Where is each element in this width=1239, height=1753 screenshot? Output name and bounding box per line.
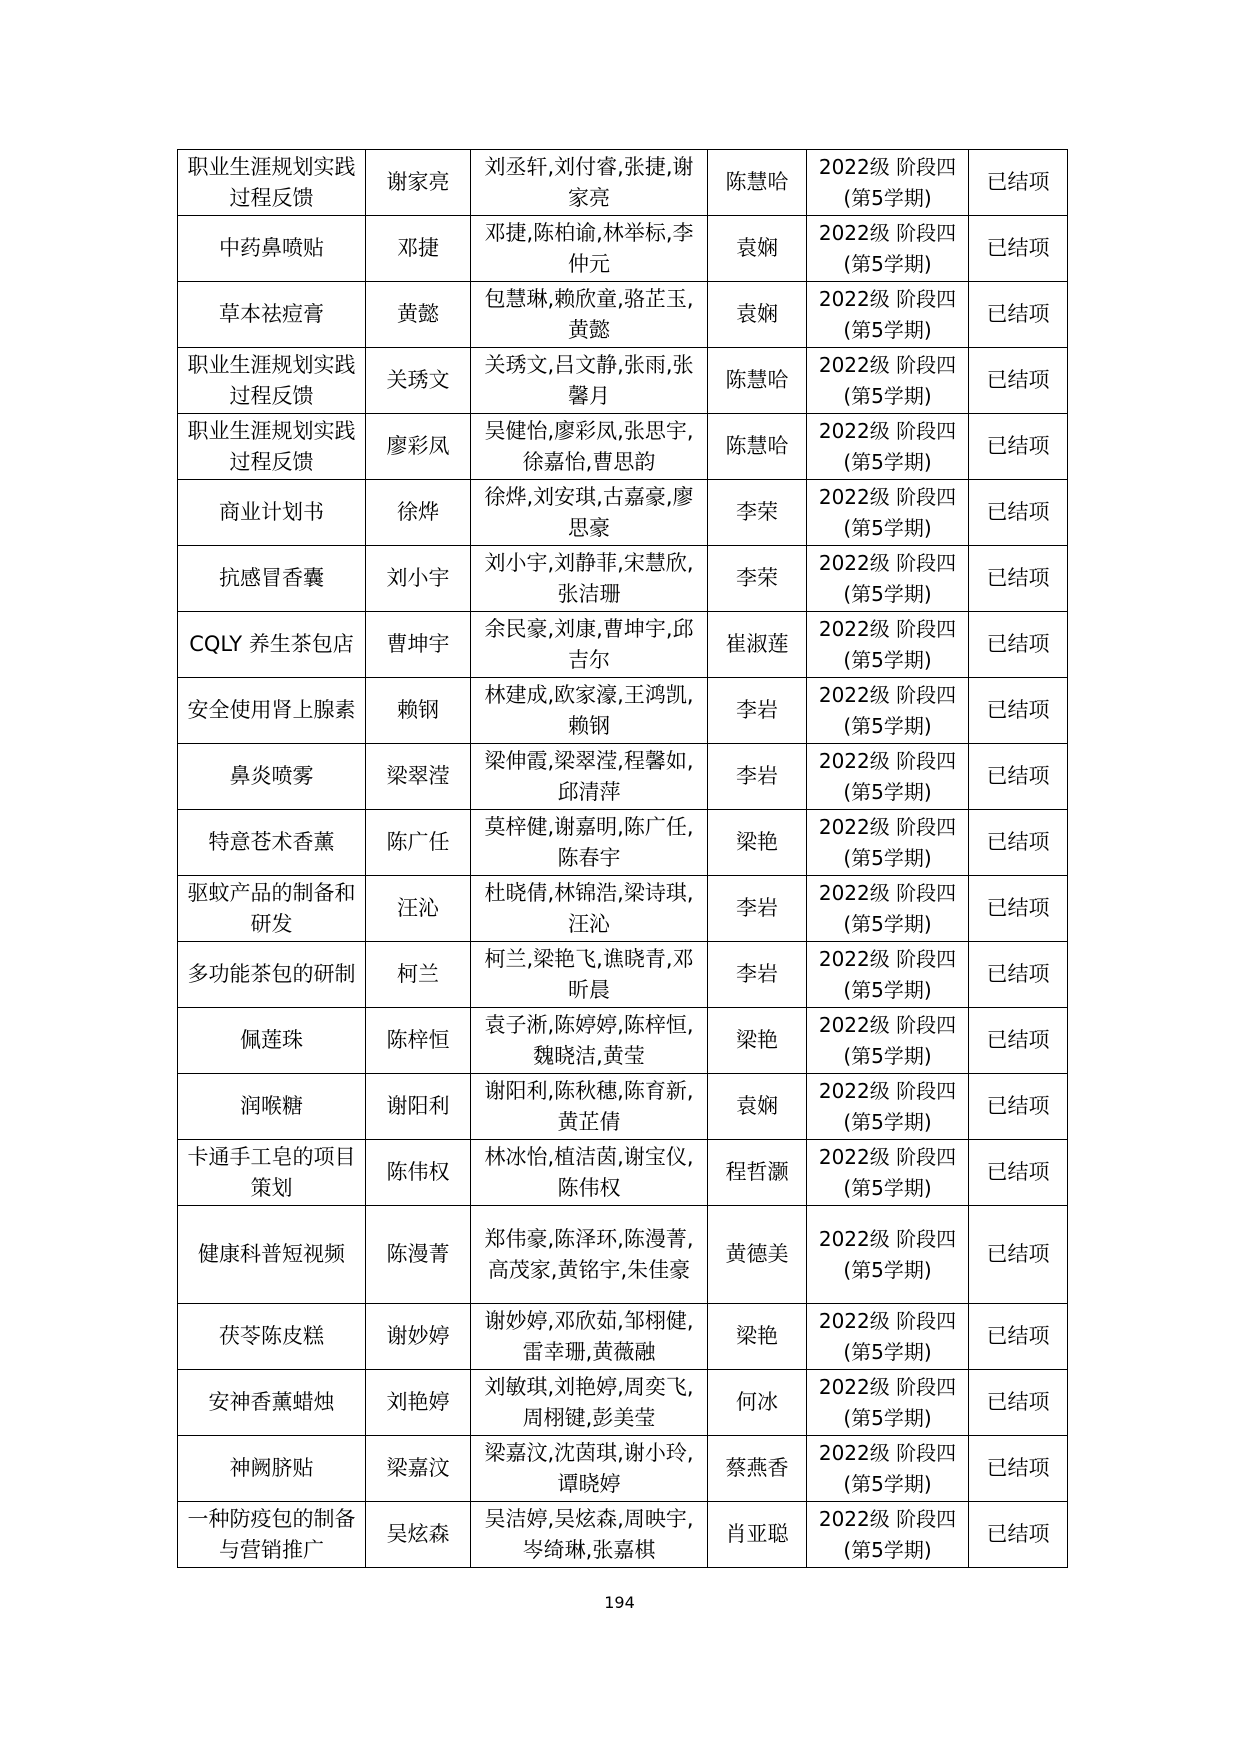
table-row: [178, 348, 1068, 414]
leader-cell: 陈广任: [366, 810, 471, 876]
advisor-cell: 何冰: [708, 1370, 807, 1436]
project-name-cell: 草本祛痘膏: [178, 282, 366, 348]
leader-cell: 刘艳婷: [366, 1370, 471, 1436]
table-row: [178, 1140, 1068, 1206]
status-cell: 已结项: [969, 480, 1068, 546]
term-cell: 2022级 阶段四(第5学期): [807, 1206, 969, 1304]
members-cell: 郑伟豪,陈泽环,陈漫菁,高茂家,黄铭宇,朱佳豪: [471, 1206, 708, 1304]
members-cell: 刘小宇,刘静菲,宋慧欣,张洁珊: [471, 546, 708, 612]
leader-cell: 梁翠滢: [366, 744, 471, 810]
project-name-cell: 安全使用肾上腺素: [178, 678, 366, 744]
project-name-cell: 特意苍术香薰: [178, 810, 366, 876]
term-cell: 2022级 阶段四(第5学期): [807, 612, 969, 678]
status-cell: 已结项: [969, 1436, 1068, 1502]
project-name-cell: 鼻炎喷雾: [178, 744, 366, 810]
members-cell: 林冰怡,植洁茵,谢宝仪,陈伟权: [471, 1140, 708, 1206]
project-name-cell: 商业计划书: [178, 480, 366, 546]
project-name-cell: 佩莲珠: [178, 1008, 366, 1074]
project-name-cell: 健康科普短视频: [178, 1206, 366, 1304]
leader-cell: 梁嘉汶: [366, 1436, 471, 1502]
members-cell: 柯兰,梁艳飞,谯晓青,邓昕晨: [471, 942, 708, 1008]
advisor-cell: 袁娴: [708, 282, 807, 348]
leader-cell: 黄懿: [366, 282, 471, 348]
members-cell: 余民豪,刘康,曹坤宇,邱吉尔: [471, 612, 708, 678]
advisor-cell: 黄德美: [708, 1206, 807, 1304]
status-cell: 已结项: [969, 1008, 1068, 1074]
term-cell: 2022级 阶段四(第5学期): [807, 1074, 969, 1140]
leader-cell: 刘小宇: [366, 546, 471, 612]
status-cell: 已结项: [969, 1206, 1068, 1304]
members-cell: 梁伸霞,梁翠滢,程馨如,邱清萍: [471, 744, 708, 810]
advisor-cell: 程哲灏: [708, 1140, 807, 1206]
advisor-cell: 梁艳: [708, 1008, 807, 1074]
status-cell: 已结项: [969, 282, 1068, 348]
members-cell: 杜晓倩,林锦浩,梁诗琪,汪沁: [471, 876, 708, 942]
status-cell: 已结项: [969, 1370, 1068, 1436]
term-cell: 2022级 阶段四(第5学期): [807, 744, 969, 810]
term-cell: 2022级 阶段四(第5学期): [807, 810, 969, 876]
advisor-cell: 陈慧哈: [708, 348, 807, 414]
term-cell: 2022级 阶段四(第5学期): [807, 876, 969, 942]
status-cell: 已结项: [969, 810, 1068, 876]
term-cell: 2022级 阶段四(第5学期): [807, 150, 969, 216]
status-cell: 已结项: [969, 744, 1068, 810]
advisor-cell: 李岩: [708, 744, 807, 810]
status-cell: 已结项: [969, 414, 1068, 480]
table-row: [178, 1008, 1068, 1074]
members-cell: 谢阳利,陈秋穗,陈育新,黄芷倩: [471, 1074, 708, 1140]
term-cell: 2022级 阶段四(第5学期): [807, 216, 969, 282]
project-name-cell: 中药鼻喷贴: [178, 216, 366, 282]
table-row: [178, 1502, 1068, 1568]
members-cell: 梁嘉汶,沈茵琪,谢小玲,谭晓婷: [471, 1436, 708, 1502]
advisor-cell: 梁艳: [708, 1304, 807, 1370]
term-cell: 2022级 阶段四(第5学期): [807, 546, 969, 612]
project-name-cell: 卡通手工皂的项目策划: [178, 1140, 366, 1206]
table-body: [178, 150, 1068, 1568]
table-row: [178, 612, 1068, 678]
advisor-cell: 袁娴: [708, 216, 807, 282]
status-cell: 已结项: [969, 348, 1068, 414]
members-cell: 刘敏琪,刘艳婷,周奕飞,周栩键,彭美莹: [471, 1370, 708, 1436]
term-cell: 2022级 阶段四(第5学期): [807, 1370, 969, 1436]
project-name-cell: 一种防疫包的制备与营销推广: [178, 1502, 366, 1568]
table-row: [178, 1074, 1068, 1140]
project-name-cell: 安神香薰蜡烛: [178, 1370, 366, 1436]
leader-cell: 汪沁: [366, 876, 471, 942]
term-cell: 2022级 阶段四(第5学期): [807, 1436, 969, 1502]
members-cell: 吴健怡,廖彩凤,张思宇,徐嘉怡,曹思韵: [471, 414, 708, 480]
table-row: [178, 810, 1068, 876]
table-row: [178, 546, 1068, 612]
members-cell: 邓捷,陈柏谕,林举标,李仲元: [471, 216, 708, 282]
members-cell: 包慧琳,赖欣童,骆芷玉,黄懿: [471, 282, 708, 348]
advisor-cell: 梁艳: [708, 810, 807, 876]
table-row: [178, 480, 1068, 546]
term-cell: 2022级 阶段四(第5学期): [807, 480, 969, 546]
page-number: 194: [604, 1593, 635, 1612]
leader-cell: 谢阳利: [366, 1074, 471, 1140]
term-cell: 2022级 阶段四(第5学期): [807, 942, 969, 1008]
term-cell: 2022级 阶段四(第5学期): [807, 678, 969, 744]
leader-cell: 谢妙婷: [366, 1304, 471, 1370]
table-row: [178, 216, 1068, 282]
table-row: [178, 1304, 1068, 1370]
advisor-cell: 袁娴: [708, 1074, 807, 1140]
project-name-cell: 抗感冒香囊: [178, 546, 366, 612]
status-cell: 已结项: [969, 546, 1068, 612]
term-cell: 2022级 阶段四(第5学期): [807, 1502, 969, 1568]
leader-cell: 陈漫菁: [366, 1206, 471, 1304]
leader-cell: 陈梓恒: [366, 1008, 471, 1074]
table-row: [178, 150, 1068, 216]
project-table: [177, 149, 1068, 1568]
term-cell: 2022级 阶段四(第5学期): [807, 1008, 969, 1074]
status-cell: 已结项: [969, 612, 1068, 678]
term-cell: 2022级 阶段四(第5学期): [807, 414, 969, 480]
status-cell: 已结项: [969, 1502, 1068, 1568]
term-cell: 2022级 阶段四(第5学期): [807, 1140, 969, 1206]
project-name-cell: 驱蚊产品的制备和研发: [178, 876, 366, 942]
table-row: [178, 744, 1068, 810]
table-row: [178, 282, 1068, 348]
members-cell: 林建成,欧家濠,王鸿凯,赖钢: [471, 678, 708, 744]
project-name-cell: 职业生涯规划实践过程反馈: [178, 150, 366, 216]
leader-cell: 徐烨: [366, 480, 471, 546]
term-cell: 2022级 阶段四(第5学期): [807, 1304, 969, 1370]
members-cell: 吴洁婷,吴炫森,周映宇,岑绮琳,张嘉棋: [471, 1502, 708, 1568]
term-cell: 2022级 阶段四(第5学期): [807, 282, 969, 348]
members-cell: 刘丞轩,刘付睿,张捷,谢家亮: [471, 150, 708, 216]
status-cell: 已结项: [969, 678, 1068, 744]
project-name-cell: 神阙脐贴: [178, 1436, 366, 1502]
advisor-cell: 陈慧哈: [708, 150, 807, 216]
project-name-cell: 职业生涯规划实践过程反馈: [178, 414, 366, 480]
members-cell: 关琇文,吕文静,张雨,张馨月: [471, 348, 708, 414]
term-cell: 2022级 阶段四(第5学期): [807, 348, 969, 414]
members-cell: 莫梓健,谢嘉明,陈广任,陈春宇: [471, 810, 708, 876]
project-name-cell: 职业生涯规划实践过程反馈: [178, 348, 366, 414]
status-cell: 已结项: [969, 942, 1068, 1008]
project-name-cell: CQLY 养生茶包店: [178, 612, 366, 678]
table-row: [178, 942, 1068, 1008]
status-cell: 已结项: [969, 1140, 1068, 1206]
members-cell: 徐烨,刘安琪,古嘉豪,廖思豪: [471, 480, 708, 546]
advisor-cell: 李岩: [708, 942, 807, 1008]
advisor-cell: 陈慧哈: [708, 414, 807, 480]
advisor-cell: 蔡燕香: [708, 1436, 807, 1502]
advisor-cell: 李荣: [708, 546, 807, 612]
advisor-cell: 李岩: [708, 876, 807, 942]
table-row: [178, 876, 1068, 942]
project-name-cell: 茯苓陈皮糕: [178, 1304, 366, 1370]
table-row: [178, 678, 1068, 744]
status-cell: 已结项: [969, 1304, 1068, 1370]
table-row: [178, 1436, 1068, 1502]
leader-cell: 陈伟权: [366, 1140, 471, 1206]
leader-cell: 邓捷: [366, 216, 471, 282]
leader-cell: 柯兰: [366, 942, 471, 1008]
leader-cell: 吴炫森: [366, 1502, 471, 1568]
table-row: [178, 414, 1068, 480]
table-row: [178, 1206, 1068, 1304]
advisor-cell: 李岩: [708, 678, 807, 744]
members-cell: 袁子淅,陈婷婷,陈梓恒,魏晓洁,黄莹: [471, 1008, 708, 1074]
advisor-cell: 崔淑莲: [708, 612, 807, 678]
leader-cell: 廖彩凤: [366, 414, 471, 480]
advisor-cell: 李荣: [708, 480, 807, 546]
table-row: [178, 1370, 1068, 1436]
project-name-cell: 多功能茶包的研制: [178, 942, 366, 1008]
status-cell: 已结项: [969, 1074, 1068, 1140]
members-cell: 谢妙婷,邓欣茹,邹栩健,雷幸珊,黄薇融: [471, 1304, 708, 1370]
leader-cell: 关琇文: [366, 348, 471, 414]
status-cell: 已结项: [969, 150, 1068, 216]
advisor-cell: 肖亚聪: [708, 1502, 807, 1568]
leader-cell: 赖钢: [366, 678, 471, 744]
status-cell: 已结项: [969, 876, 1068, 942]
leader-cell: 曹坤宇: [366, 612, 471, 678]
status-cell: 已结项: [969, 216, 1068, 282]
project-name-cell: 润喉糖: [178, 1074, 366, 1140]
leader-cell: 谢家亮: [366, 150, 471, 216]
